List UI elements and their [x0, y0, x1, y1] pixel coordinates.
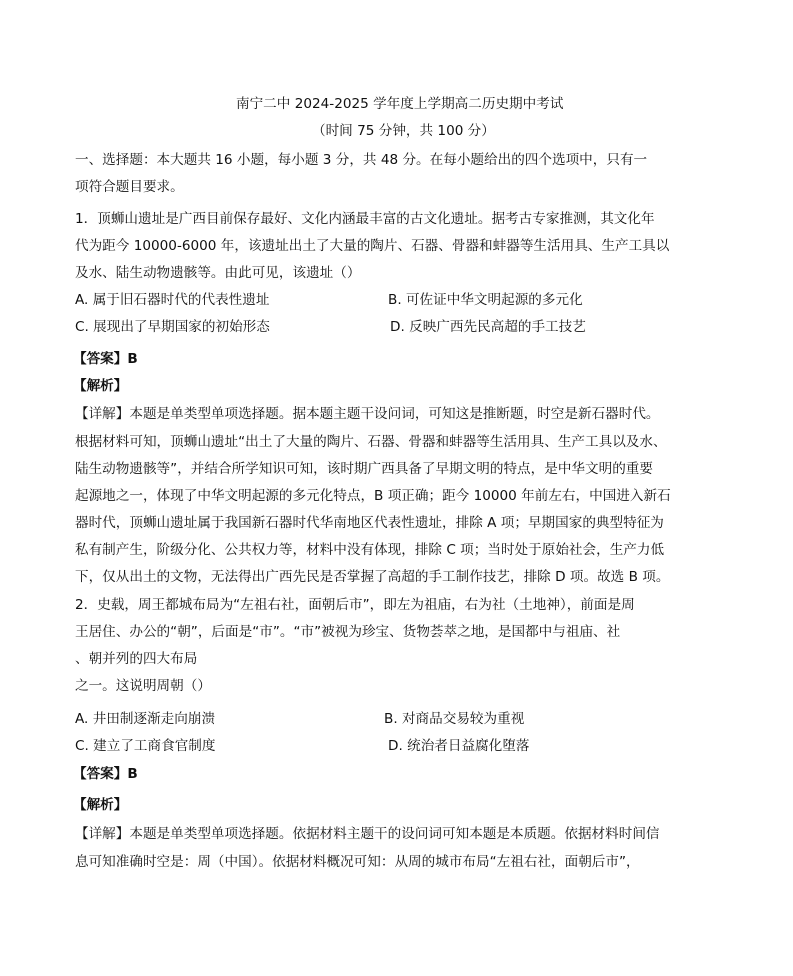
- question-2-answer: 【答案】B: [73, 766, 138, 782]
- question-1-answer: 【答案】B: [73, 351, 138, 367]
- section-intro: 项符合题目要求。: [75, 179, 184, 195]
- question-2-detail: 【详解】本题是单类型单项选择题。依据材料主题干的设问词可知本题是本质题。依据材料时间信: [75, 826, 660, 842]
- question-1-option-d: D. 反映广西先民高超的手工技艺: [390, 319, 586, 335]
- question-2-option-c: C. 建立了工商食官制度: [75, 738, 216, 754]
- question-1-stem: 代为距今 10000-6000 年，该遗址出土了大量的陶片、石器、骨器和蚌器等生活用具、生产工具以: [75, 238, 670, 254]
- exam-subtitle: （时间 75 分钟，共 100 分）: [312, 123, 495, 139]
- question-2-option-d: D. 统治者日益腐化堕落: [388, 738, 530, 754]
- question-1-stem: 1．顶蛳山遗址是广西目前保存最好、文化内涵最丰富的古文化遗址。据考古专家推测，其文化年: [75, 211, 655, 227]
- question-1-option-c: C. 展现出了早期国家的初始形态: [75, 319, 270, 335]
- question-2-detail: 息可知准确时空是：周（中国）。依据材料概况可知：从周的城市布局“左祖右社，面朝后市”，: [75, 854, 640, 870]
- question-1-option-a: A. 属于旧石器时代的代表性遗址: [75, 292, 270, 308]
- question-1-detail: 器时代，顶蛳山遗址属于我国新石器时代华南地区代表性遗址，排除 A 项；早期国家的典型特征为: [75, 515, 664, 531]
- question-2-stem: 王居住、办公的“朝”，后面是“市”。“市”被视为珍宝、货物荟萃之地，是国都中与祖庙、社: [75, 624, 621, 640]
- question-1-analysis-label: 【解析】: [73, 378, 128, 394]
- question-2-stem: 2．史载，周王都城布局为“左祖右社，面朝后市”，即左为祖庙，右为社（土地神），前面是周: [75, 597, 635, 613]
- question-2-analysis-label: 【解析】: [73, 797, 128, 813]
- question-2-option-a: A. 井田制逐渐走向崩溃: [75, 711, 216, 727]
- exam-title: 南宁二中 2024-2025 学年度上学期高二历史期中考试: [236, 96, 564, 112]
- question-1-detail: 陆生动物遗骸等”，并结合所学知识可知，该时期广西具备了早期文明的特点，是中华文明的重要: [75, 461, 653, 477]
- question-1-option-b: B. 可佐证中华文明起源的多元化: [388, 292, 583, 308]
- question-1-detail: 根据材料可知，顶蛳山遗址“出土了大量的陶片、石器、骨器和蚌器等生活用具、生产工具以及水、: [75, 434, 667, 450]
- question-1-detail: 起源地之一，体现了中华文明起源的多元化特点，B 项正确；距今 10000 年前左右，中国进入新石: [75, 488, 671, 504]
- question-1-detail: 私有制产生，阶级分化、公共权力等，材料中没有体现，排除 C 项；当时处于原始社会，生产力低: [75, 542, 665, 558]
- question-2-stem: 、朝并列的四大布局: [75, 651, 198, 667]
- section-intro: 一、选择题：本大题共 16 小题，每小题 3 分，共 48 分。在每小题给出的四个选项中，只有一: [75, 152, 648, 168]
- question-1-detail: 下，仅从出土的文物，无法得出广西先民是否掌握了高超的手工制作技艺，排除 D 项。故选 B 项。: [75, 569, 670, 585]
- question-1-detail: 【详解】本题是单类型单项选择题。据本题主题干设问词，可知这是推断题，时空是新石器时代。: [75, 406, 660, 422]
- question-2-option-b: B. 对商品交易较为重视: [384, 711, 525, 727]
- question-2-stem: 之一。这说明周朝（）: [75, 678, 211, 694]
- question-1-stem: 及水、陆生动物遗骸等。由此可见，该遗址（）: [75, 265, 361, 281]
